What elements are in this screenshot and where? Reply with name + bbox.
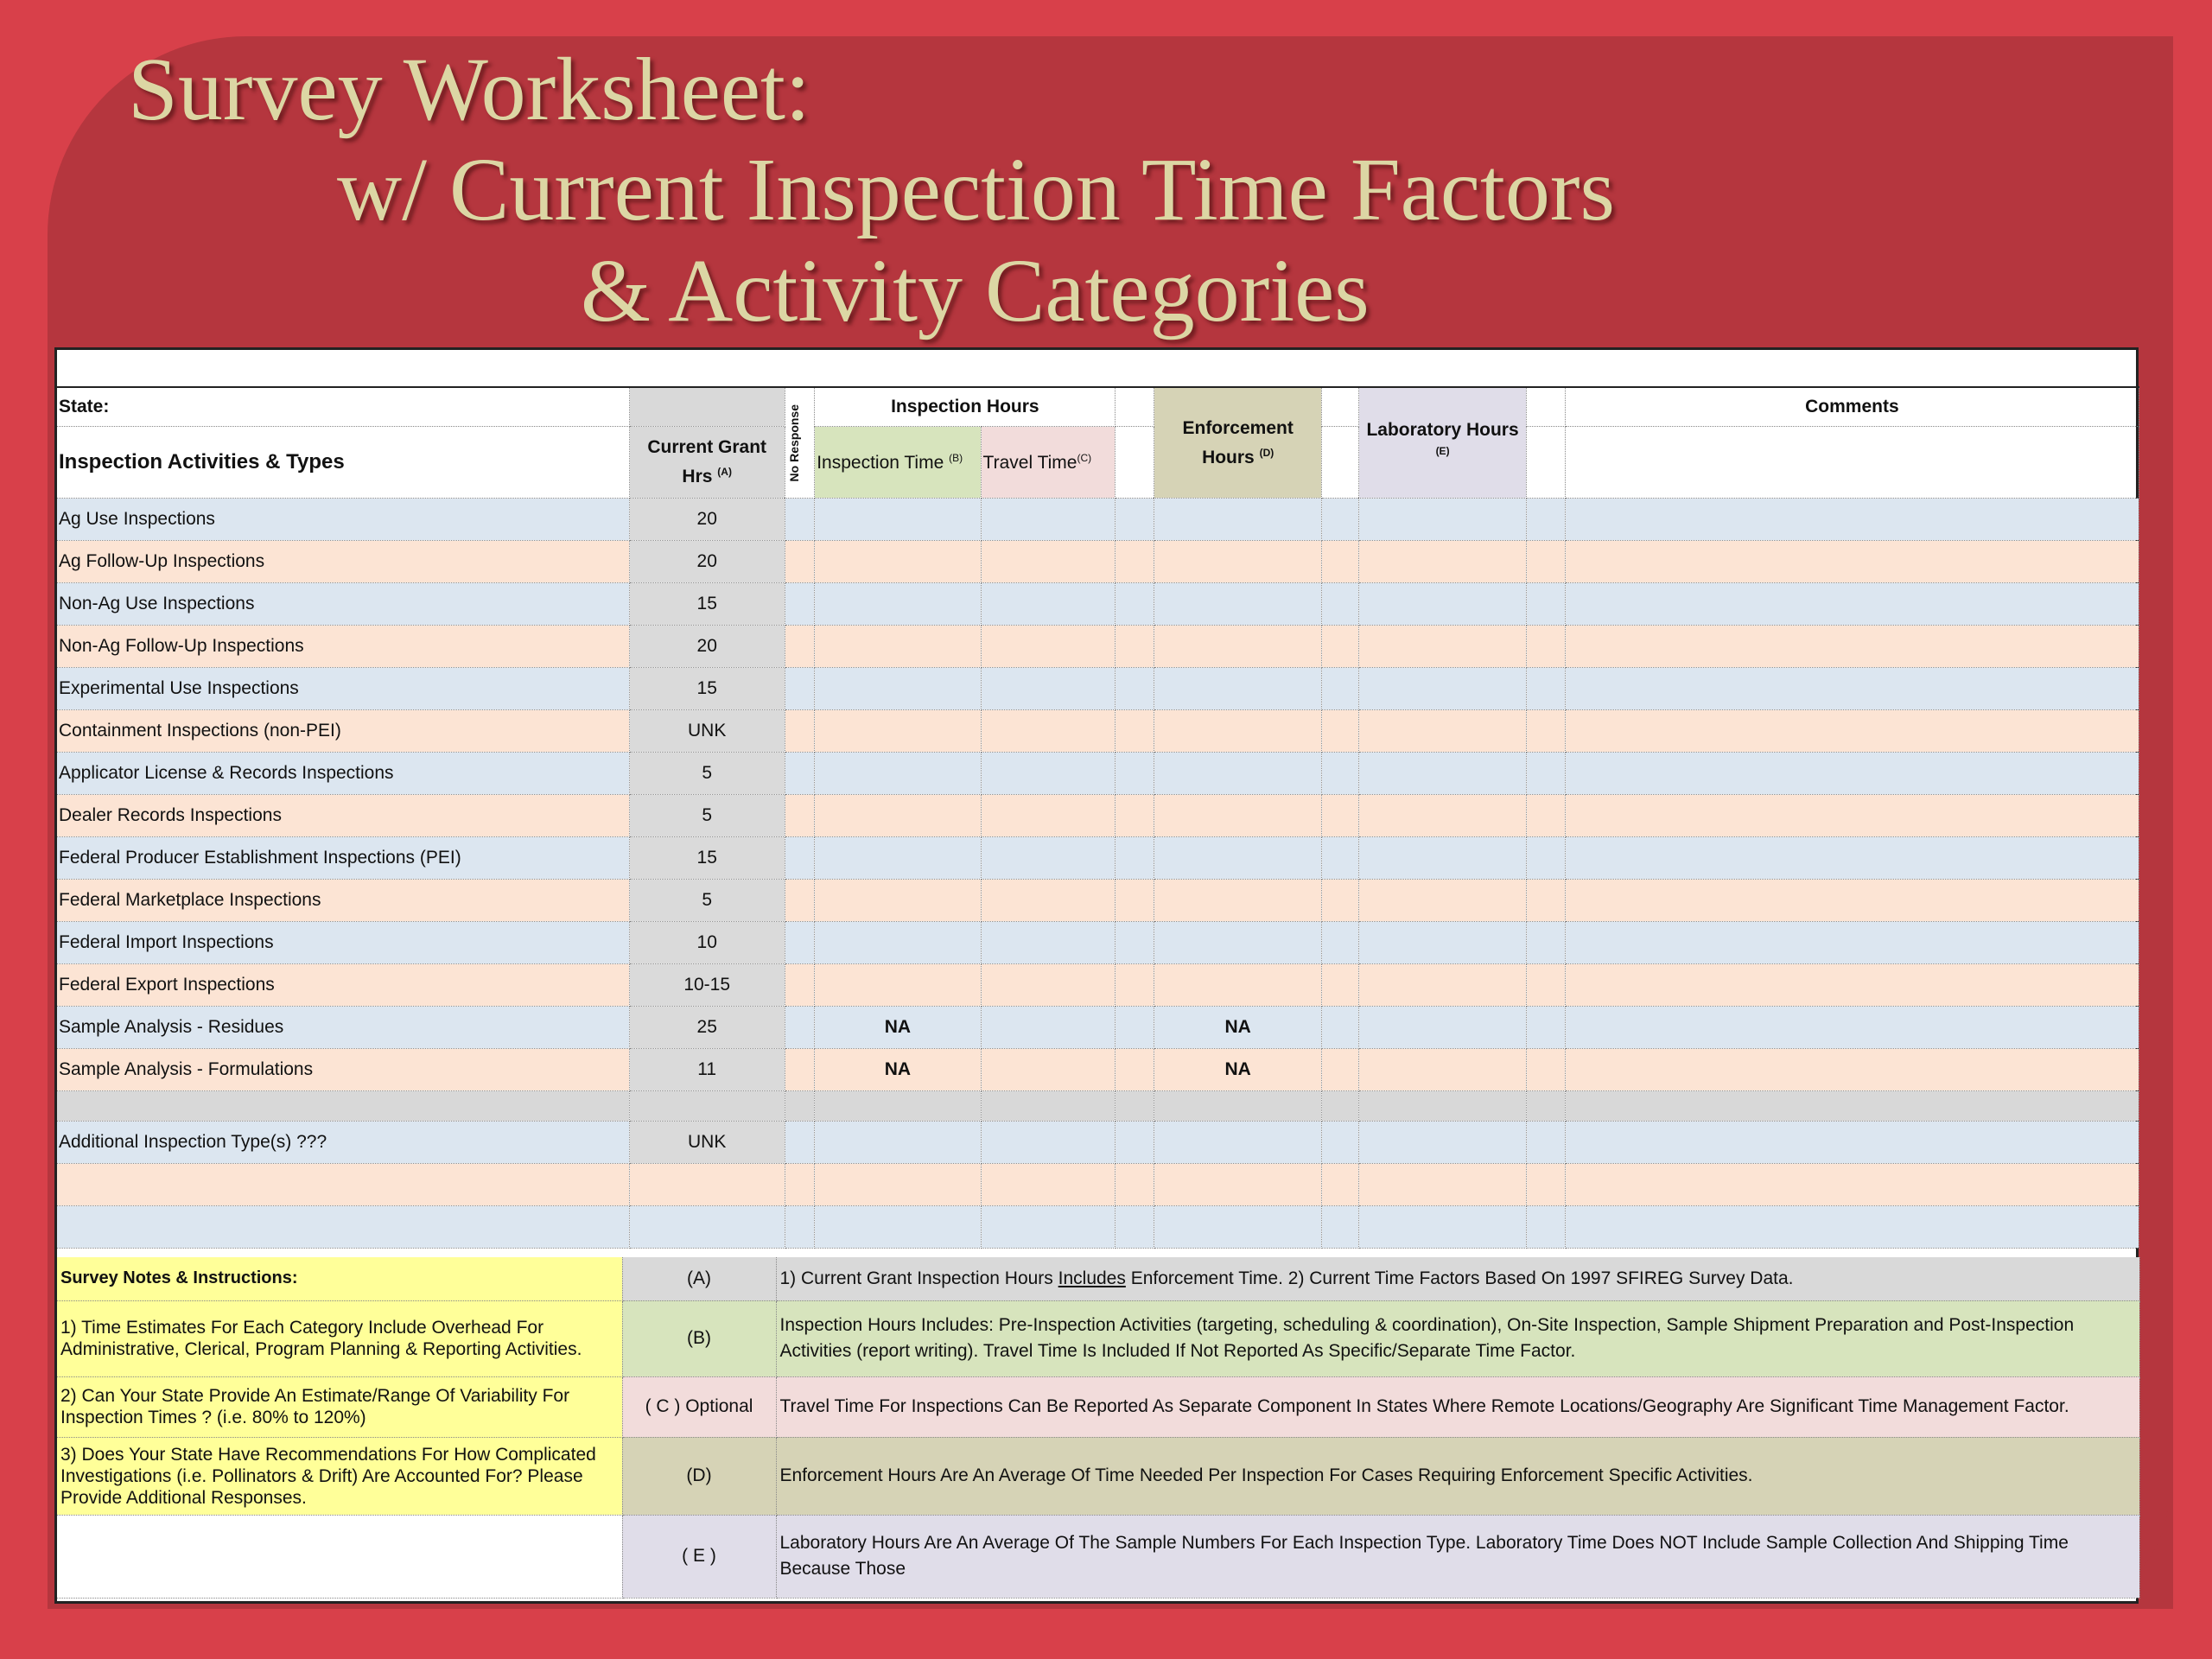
note-empty-cell [57,1515,622,1598]
inspection-time-cell[interactable] [815,583,981,626]
spacer-cell [1322,541,1359,583]
grant-hours-value: 5 [629,880,785,922]
no-response-cell[interactable] [785,1122,814,1164]
travel-time-cell[interactable] [981,964,1116,1007]
spacer-cell [1116,499,1154,541]
spacer-header [1527,387,1566,427]
no-response-cell[interactable] [785,1164,814,1206]
spacer-cell [1116,710,1154,753]
spacer-cell [1322,626,1359,668]
note-row-b [57,1300,2139,1376]
laboratory-cell[interactable] [1358,1206,1526,1249]
enforcement-cell[interactable] [1154,964,1321,1007]
spacer-cell [1322,1007,1359,1049]
no-response-header [785,387,814,499]
inspection-time-cell[interactable] [815,668,981,710]
comments-cell[interactable] [1565,880,2139,922]
spacer-header [1527,427,1566,499]
inspection-time-cell[interactable] [815,1206,981,1249]
separator-cell [1565,1091,2139,1122]
spacer-cell [1527,710,1566,753]
travel-time-cell[interactable] [981,922,1116,964]
enforcement-cell[interactable] [1154,710,1321,753]
grant-hours-value: 5 [629,753,785,795]
spacer-cell [1322,837,1359,880]
spacer-cell [1116,1049,1154,1091]
grant-hours-value: 25 [629,1007,785,1049]
note-desc-a-underline: Includes [1058,1268,1126,1288]
enforcement-cell[interactable] [1154,922,1321,964]
note-desc-a-post: Enforcement Time. 2) Current Time Factors Based On 1997 SFIREG Survey Data. [1125,1268,1794,1288]
enforcement-cell[interactable] [1154,583,1321,626]
travel-time-cell[interactable] [981,1007,1116,1049]
laboratory-cell[interactable] [1358,795,1526,837]
grant-hours-value: 15 [629,837,785,880]
note-label-d: (D) [622,1437,776,1515]
no-response-cell[interactable] [785,795,814,837]
note-row-a [57,1257,2139,1300]
separator-cell [1358,1091,1526,1122]
inspection-time-cell[interactable] [815,541,981,583]
spacer-cell [1322,668,1359,710]
spacer-cell [1116,1007,1154,1049]
spacer-cell [1116,795,1154,837]
comments-header: Comments [1565,387,2139,427]
note-label-a: (A) [622,1257,776,1300]
laboratory-cell[interactable] [1358,837,1526,880]
travel-time-cell[interactable] [981,837,1116,880]
spacer-cell [1527,837,1566,880]
spacer-cell [1527,583,1566,626]
enforcement-cell[interactable] [1154,1206,1321,1249]
notes-heading: Survey Notes & Instructions: [57,1257,622,1300]
activity-name: Containment Inspections (non-PEI) [57,710,629,753]
enforcement-sup: (D) [1259,446,1274,459]
header-row-2 [57,427,2139,499]
inspection-time-cell[interactable] [815,837,981,880]
spacer-cell [1527,880,1566,922]
activity-name: Federal Marketplace Inspections [57,880,629,922]
grant-header-top [629,387,785,427]
comments-cell[interactable] [1565,541,2139,583]
spacer-header [1322,427,1359,499]
note-row-d [57,1437,2139,1515]
spacer-cell [1322,499,1359,541]
comments-cell[interactable] [1565,795,2139,837]
activity-name: Non-Ag Follow-Up Inspections [57,626,629,668]
inspection-time-cell: NA [815,1007,981,1049]
laboratory-cell[interactable] [1358,964,1526,1007]
travel-time-cell[interactable] [981,753,1116,795]
table-row [57,710,2139,753]
spacer-cell [1527,499,1566,541]
no-response-cell[interactable] [785,922,814,964]
grant-hours-value [629,1206,785,1249]
note-label-c: ( C ) Optional [622,1376,776,1437]
activity-name: Sample Analysis - Residues [57,1007,629,1049]
no-response-cell[interactable] [785,753,814,795]
grant-hours-value: 20 [629,499,785,541]
separator-cell [785,1091,814,1122]
laboratory-cell[interactable] [1358,880,1526,922]
grant-hours-value: 10 [629,922,785,964]
activity-name: Additional Inspection Type(s) ??? [57,1122,629,1164]
note-question-3: 3) Does Your State Have Recommendations For How Complicated Investigations (i.e. Pollinators & Drift) Are Accounted For? Please Provide Additional Responses. [57,1437,622,1515]
no-response-label: No Response [786,404,801,482]
laboratory-cell[interactable] [1358,668,1526,710]
activity-name: Dealer Records Inspections [57,795,629,837]
travel-time-cell[interactable] [981,499,1116,541]
activity-name: Non-Ag Use Inspections [57,583,629,626]
laboratory-cell[interactable] [1358,541,1526,583]
no-response-cell[interactable] [785,964,814,1007]
travel-time-cell[interactable] [981,626,1116,668]
table-row [57,541,2139,583]
spacer-cell [1527,753,1566,795]
spacer-cell [1322,880,1359,922]
spacer-cell [1527,626,1566,668]
inspection-time-cell[interactable] [815,753,981,795]
comments-cell[interactable] [1565,1007,2139,1049]
spacer-header [1116,427,1154,499]
laboratory-cell[interactable] [1358,1122,1526,1164]
spacer-cell [1116,753,1154,795]
enforcement-cell: NA [1154,1007,1321,1049]
note-desc-d: Enforcement Hours Are An Average Of Time Needed Per Inspection For Cases Requiring Enforcement Specific Activities. [776,1437,2139,1515]
header-row-1 [57,387,2139,427]
activity-rows [57,499,2139,1249]
blank-row [57,1164,2139,1206]
travel-time-cell[interactable] [981,541,1116,583]
comments-cell[interactable] [1565,499,2139,541]
travel-time-cell[interactable] [981,1164,1116,1206]
no-response-cell[interactable] [785,541,814,583]
inspection-hours-header: Inspection Hours [815,387,1116,427]
comments-cell[interactable] [1565,583,2139,626]
table-row [57,1007,2139,1049]
comments-cell[interactable] [1565,753,2139,795]
spacer-cell [1116,880,1154,922]
spacer-cell [1322,964,1359,1007]
no-response-cell[interactable] [785,1206,814,1249]
spacer-cell [1322,1164,1359,1206]
activity-name: Federal Producer Establishment Inspections (PEI) [57,837,629,880]
spacer-cell [1322,795,1359,837]
spacer-cell [1527,1122,1566,1164]
spacer-cell [1527,1049,1566,1091]
spacer-cell [1527,1206,1566,1249]
table-row [57,964,2139,1007]
table-row [57,1049,2139,1091]
laboratory-cell[interactable] [1358,626,1526,668]
state-label: State: [57,387,629,427]
activity-name: Sample Analysis - Formulations [57,1049,629,1091]
note-desc-a-pre: 1) Current Grant Inspection Hours [779,1268,1058,1288]
enforcement-cell[interactable] [1154,626,1321,668]
survey-notes [57,1257,2140,1599]
comments-cell[interactable] [1565,837,2139,880]
spacer-cell [1527,668,1566,710]
spacer-cell [1116,837,1154,880]
grant-hours-value: 15 [629,583,785,626]
spacer-cell [1322,1206,1359,1249]
inspection-time-cell[interactable] [815,795,981,837]
spacer-cell [1527,1164,1566,1206]
table-row [57,499,2139,541]
spacer-cell [1322,922,1359,964]
note-desc-e: Laboratory Hours Are An Average Of The Sample Numbers For Each Inspection Type. Laboratory Time Does NOT Include Sample Collection And Shipping Time Because Those [776,1515,2139,1598]
no-response-cell[interactable] [785,1049,814,1091]
spacer-header [1116,387,1154,427]
grant-hours-label: Current Grant Hrs [647,437,767,486]
no-response-cell[interactable] [785,1007,814,1049]
spacer-cell [1116,922,1154,964]
enforcement-cell[interactable] [1154,1122,1321,1164]
note-desc-c: Travel Time For Inspections Can Be Reported As Separate Component In States Where Remote Locations/Geography Are Significant Time Management Factor. [776,1376,2139,1437]
laboratory-hours-label: Laboratory Hours [1366,419,1519,440]
table-row [57,795,2139,837]
inspection-time-cell[interactable] [815,880,981,922]
laboratory-hours-header [1358,387,1526,499]
table-row [57,583,2139,626]
comments-cell[interactable] [1565,1122,2139,1164]
inspection-time-cell[interactable] [815,922,981,964]
grant-hours-value: 20 [629,626,785,668]
laboratory-cell[interactable] [1358,1049,1526,1091]
note-question-1: 1) Time Estimates For Each Category Include Overhead For Administrative, Clerical, Program Planning & Reporting Activities. [57,1300,622,1376]
note-question-2: 2) Can Your State Provide An Estimate/Range Of Variability For Inspection Times ? (i.e. 80% to 120%) [57,1376,622,1437]
comments-subheader [1565,427,2139,499]
inspection-time-cell[interactable] [815,1164,981,1206]
inspection-time-cell[interactable] [815,499,981,541]
grant-hours-header [629,427,785,499]
laboratory-cell[interactable] [1358,499,1526,541]
travel-time-cell[interactable] [981,795,1116,837]
travel-time-cell[interactable] [981,1049,1116,1091]
laboratory-cell[interactable] [1358,1164,1526,1206]
worksheet-table [57,386,2139,1249]
no-response-cell[interactable] [785,837,814,880]
additional-row [57,1122,2139,1164]
grant-hours-value: 10-15 [629,964,785,1007]
survey-worksheet [54,347,2139,1604]
separator-cell [1527,1091,1566,1122]
activity-name [57,1164,629,1206]
spacer-cell [1116,626,1154,668]
table-row [57,837,2139,880]
laboratory-cell[interactable] [1358,583,1526,626]
spacer-cell [1322,583,1359,626]
activity-name: Ag Follow-Up Inspections [57,541,629,583]
travel-time-cell[interactable] [981,1122,1116,1164]
inspection-time-cell[interactable] [815,1122,981,1164]
comments-cell[interactable] [1565,1049,2139,1091]
grant-hours-value: 15 [629,668,785,710]
enforcement-hours-label: Enforcement Hours [1182,417,1294,467]
table-row [57,880,2139,922]
enforcement-cell[interactable] [1154,795,1321,837]
note-desc-a [776,1257,2139,1300]
blank-row [57,1206,2139,1249]
enforcement-cell: NA [1154,1049,1321,1091]
travel-time-sup: (C) [1077,451,1092,464]
comments-cell[interactable] [1565,710,2139,753]
activity-name: Federal Export Inspections [57,964,629,1007]
spacer-cell [1116,1164,1154,1206]
activity-name: Applicator License & Records Inspections [57,753,629,795]
no-response-cell[interactable] [785,880,814,922]
spacer-cell [1116,583,1154,626]
spacer-cell [1116,541,1154,583]
enforcement-cell[interactable] [1154,1164,1321,1206]
title-line-1: Survey Worksheet: [128,40,810,139]
enforcement-cell[interactable] [1154,837,1321,880]
comments-cell[interactable] [1565,1164,2139,1206]
enforcement-cell[interactable] [1154,541,1321,583]
no-response-cell[interactable] [785,499,814,541]
spacer-cell [1527,541,1566,583]
inspection-time-header [815,427,981,499]
activity-name: Experimental Use Inspections [57,668,629,710]
table-row [57,626,2139,668]
laboratory-cell[interactable] [1358,922,1526,964]
enforcement-cell[interactable] [1154,499,1321,541]
travel-time-cell[interactable] [981,880,1116,922]
note-label-e: ( E ) [622,1515,776,1598]
separator-cell [1154,1091,1321,1122]
inspection-time-cell[interactable] [815,626,981,668]
activity-name: Federal Import Inspections [57,922,629,964]
spacer-cell [1527,964,1566,1007]
note-desc-b: Inspection Hours Includes: Pre-Inspection Activities (targeting, scheduling & coordination), On-Site Inspection, Sample Shipment Preparation and Post-Inspection Activities (report writing). Travel Time Is Included If Not Reported As Specific/Separate Time Factor. [776,1300,2139,1376]
no-response-cell[interactable] [785,583,814,626]
spacer-cell [1116,668,1154,710]
inspection-time-label: Inspection Time [817,452,944,473]
laboratory-sup: (E) [1435,444,1450,457]
table-row [57,922,2139,964]
grant-hours-value: 11 [629,1049,785,1091]
spacer-cell [1527,1007,1566,1049]
spacer-cell [1322,710,1359,753]
note-row-e [57,1515,2139,1598]
spacer-cell [1322,753,1359,795]
enforcement-cell[interactable] [1154,668,1321,710]
title-line-3: & Activity Categories [581,241,1370,340]
inspection-time-cell[interactable] [815,710,981,753]
spacer-cell [1527,922,1566,964]
laboratory-cell[interactable] [1358,1007,1526,1049]
grant-hours-value: UNK [629,1122,785,1164]
no-response-cell[interactable] [785,710,814,753]
inspection-time-cell: NA [815,1049,981,1091]
travel-time-cell[interactable] [981,668,1116,710]
comments-cell[interactable] [1565,626,2139,668]
table-row [57,668,2139,710]
grant-sup: (A) [717,466,732,478]
activity-name [57,1206,629,1249]
spacer-cell [1116,964,1154,1007]
spacer-header [1322,387,1359,427]
title-line-2: w/ Current Inspection Time Factors [337,140,1616,239]
separator-cell [57,1091,629,1122]
activity-name: Ag Use Inspections [57,499,629,541]
separator-cell [981,1091,1116,1122]
grant-hours-value: 5 [629,795,785,837]
laboratory-cell[interactable] [1358,710,1526,753]
comments-cell[interactable] [1565,1206,2139,1249]
spacer-cell [1322,1049,1359,1091]
table-row [57,753,2139,795]
comments-cell[interactable] [1565,922,2139,964]
separator-cell [1116,1091,1154,1122]
note-label-b: (B) [622,1300,776,1376]
enforcement-cell[interactable] [1154,880,1321,922]
grant-hours-value: UNK [629,710,785,753]
enforcement-hours-header [1154,387,1321,499]
note-row-c [57,1376,2139,1437]
separator-cell [815,1091,981,1122]
grant-hours-value: 20 [629,541,785,583]
spacer-cell [1527,795,1566,837]
no-response-cell[interactable] [785,626,814,668]
travel-time-cell[interactable] [981,710,1116,753]
comments-cell[interactable] [1565,964,2139,1007]
comments-cell[interactable] [1565,668,2139,710]
inspection-time-sup: (B) [949,451,963,464]
spacer-cell [1322,1122,1359,1164]
laboratory-cell[interactable] [1358,753,1526,795]
spacer-cell [1116,1122,1154,1164]
travel-time-header [981,427,1116,499]
activities-header: Inspection Activities & Types [57,427,629,499]
spacer-cell [1116,1206,1154,1249]
separator-cell [629,1091,785,1122]
no-response-cell[interactable] [785,668,814,710]
grant-hours-value [629,1164,785,1206]
travel-time-label: Travel Time [982,452,1077,473]
enforcement-cell[interactable] [1154,753,1321,795]
inspection-time-cell[interactable] [815,964,981,1007]
separator-cell [1322,1091,1359,1122]
travel-time-cell[interactable] [981,1206,1116,1249]
separator-row [57,1091,2139,1122]
travel-time-cell[interactable] [981,583,1116,626]
